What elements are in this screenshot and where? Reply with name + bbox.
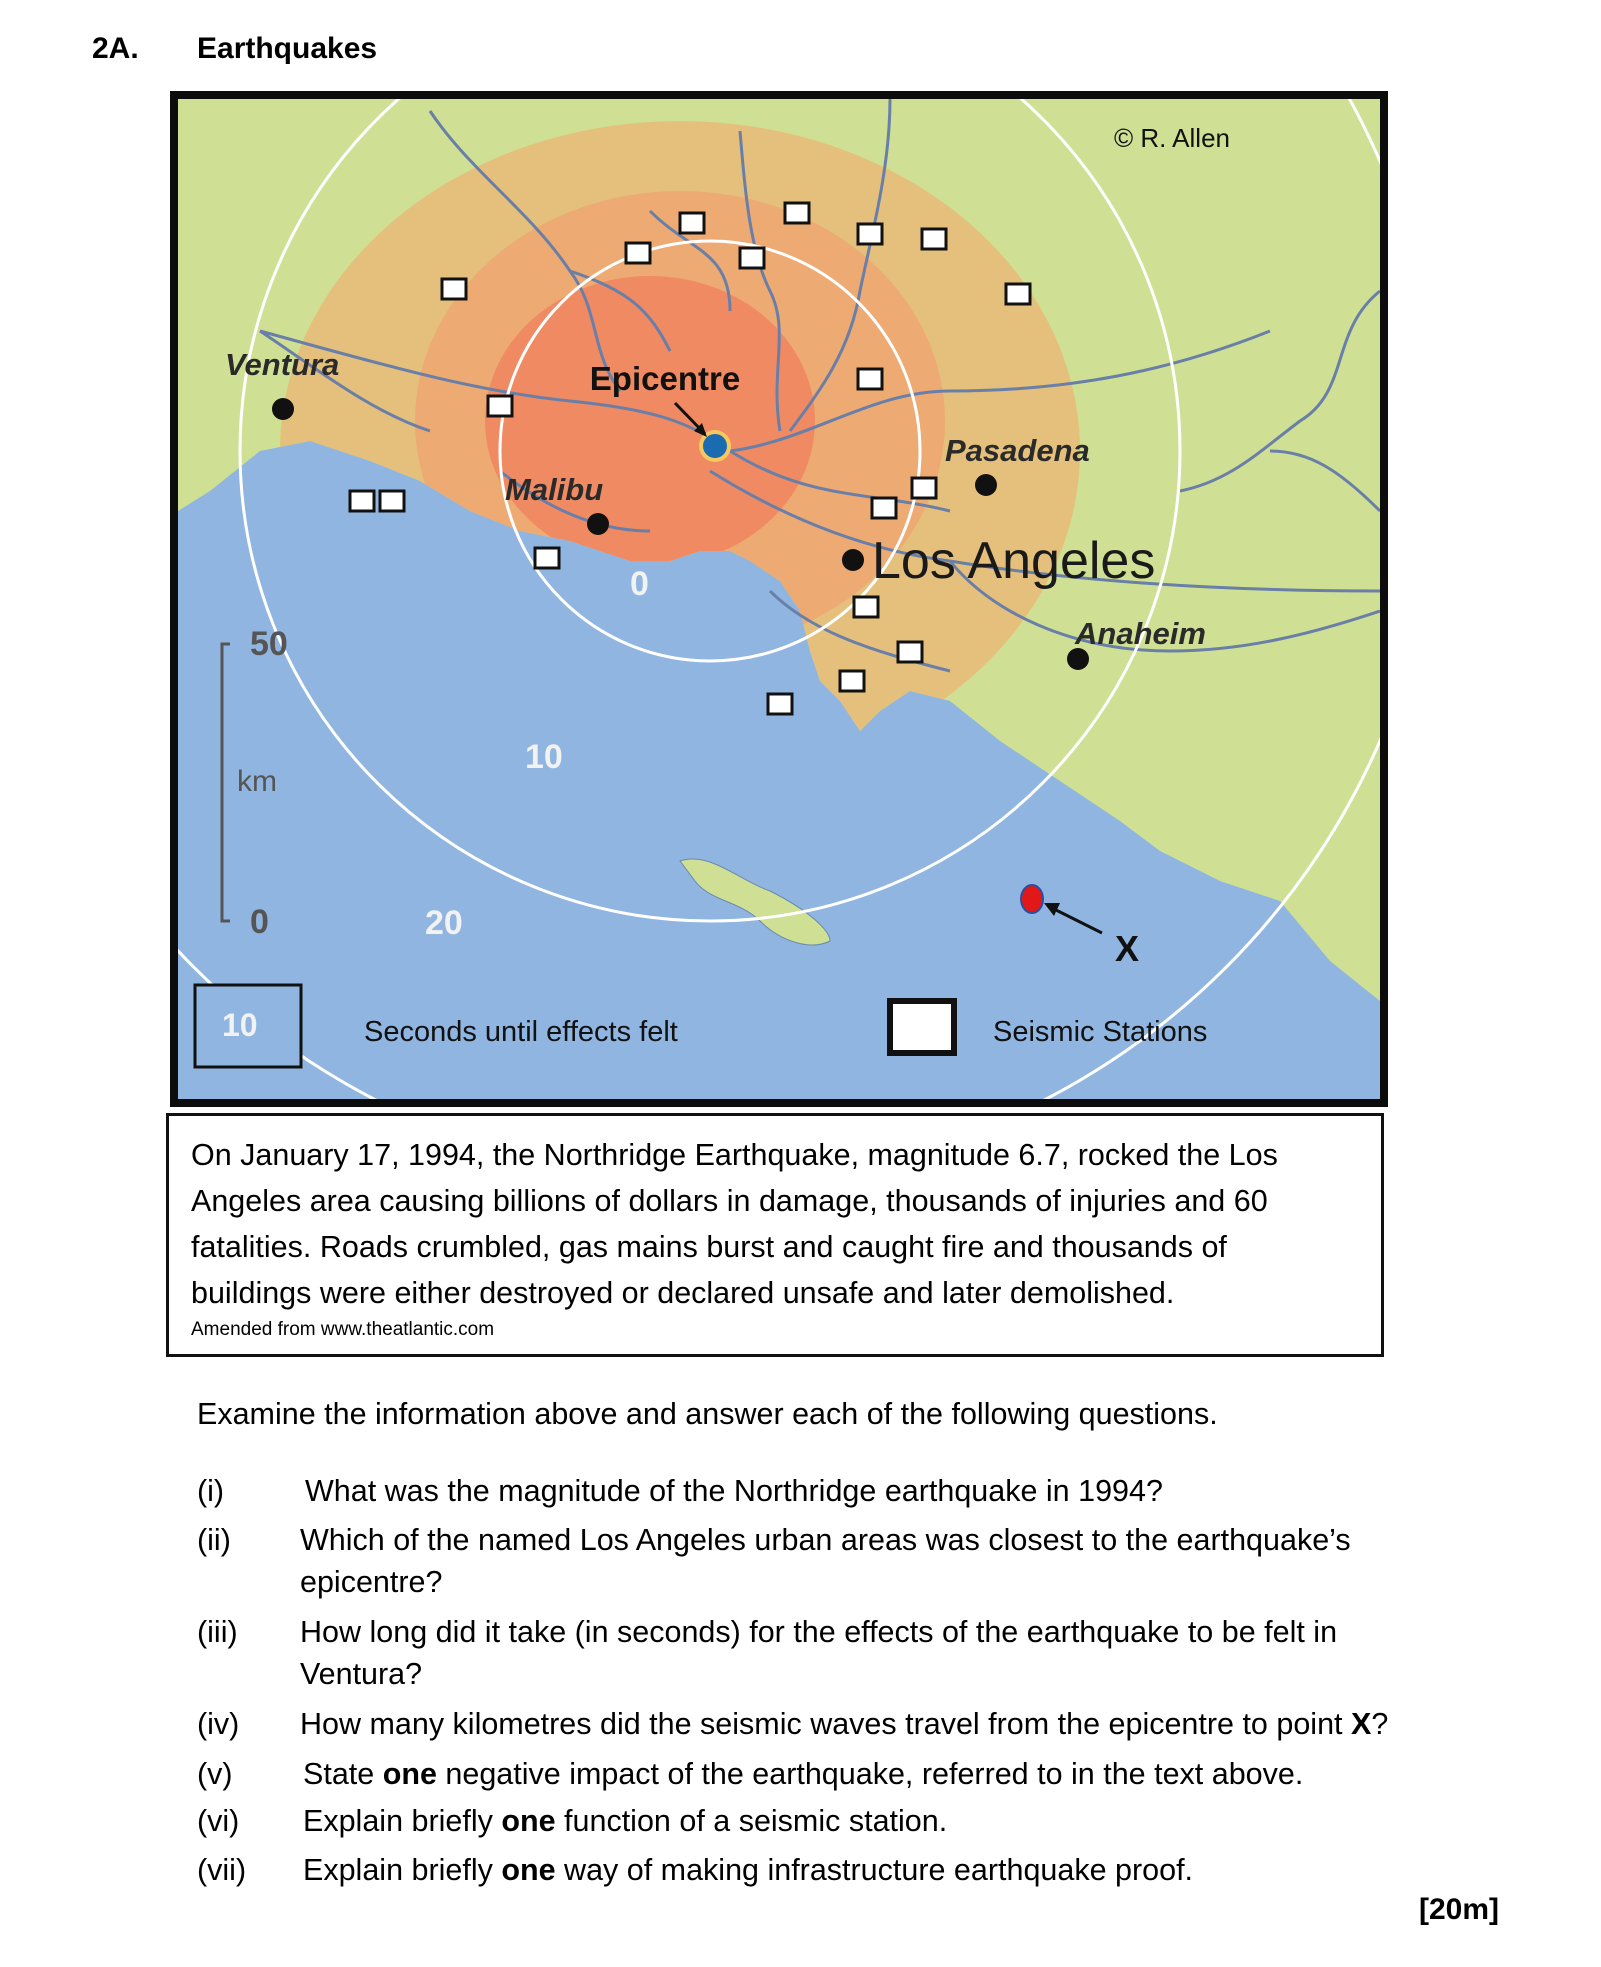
question-text xyxy=(303,1800,1463,1842)
question-text: What was the magnitude of the Northridge earthquake in 1994? xyxy=(305,1474,1163,1508)
epicentre-label: Epicentre xyxy=(589,360,741,397)
question-text xyxy=(303,1753,1463,1795)
question-bold-term: X xyxy=(1350,1707,1372,1741)
question-number: (vi) xyxy=(197,1804,240,1838)
label-los-angeles: Los Angeles xyxy=(872,532,1156,590)
earthquake-map xyxy=(170,91,1388,1107)
scale-bottom: 0 xyxy=(250,903,269,941)
article-source: Amended from www.theatlantic.com xyxy=(191,1319,495,1340)
total-marks: [20m] xyxy=(1418,1893,1499,1926)
article-line: On January 17, 1994, the Northridge Earthquake, magnitude 6.7, rocked the Los xyxy=(191,1138,1278,1172)
question-text xyxy=(303,1849,1463,1891)
label-malibu: Malibu xyxy=(505,472,604,507)
station-icon xyxy=(912,478,936,498)
question-text xyxy=(300,1519,1460,1603)
station-icon xyxy=(768,694,792,714)
town-dot-malibu xyxy=(587,513,609,535)
map-copyright: © R. Allen xyxy=(1114,123,1230,153)
question-line: Ventura? xyxy=(300,1657,423,1691)
town-dot-ventura xyxy=(272,398,294,420)
question-bold-term: one xyxy=(382,1757,437,1791)
question-text-part: How many kilometres did the seismic waves travel from the epicentre to point xyxy=(300,1707,1351,1741)
station-icon xyxy=(380,491,404,511)
question-line: epicentre? xyxy=(300,1565,443,1599)
question-bold-term: one xyxy=(501,1853,556,1887)
question-text xyxy=(300,1703,1500,1745)
legend-station-icon xyxy=(890,1001,954,1053)
question-number: (ii) xyxy=(197,1523,231,1557)
question-number: (iv) xyxy=(197,1707,240,1741)
question-line: Which of the named Los Angeles urban areas was closest to the earthquake’s xyxy=(300,1523,1351,1557)
legend-stations-text: Seismic Stations xyxy=(993,1016,1208,1048)
question-text-part: ? xyxy=(1371,1707,1389,1741)
station-icon xyxy=(680,213,704,233)
article-line: buildings were either destroyed or declared unsafe and later demolished. xyxy=(191,1276,1175,1310)
question-text xyxy=(300,1611,1460,1695)
article-line: Angeles area causing billions of dollars in damage, thousands of injuries and 60 xyxy=(191,1184,1268,1218)
town-dot-anaheim xyxy=(1067,648,1089,670)
question-text-part: function of a seismic station. xyxy=(555,1804,948,1838)
question-text-part: negative impact of the earthquake, referred to in the text above. xyxy=(436,1757,1304,1791)
section-number: 2A. xyxy=(92,32,139,65)
ring-label-10: 10 xyxy=(525,738,563,776)
article-box xyxy=(166,1113,1384,1357)
label-anaheim: Anaheim xyxy=(1075,616,1206,651)
point-x-label: X xyxy=(1115,928,1140,969)
station-icon xyxy=(350,491,374,511)
station-icon xyxy=(1006,284,1030,304)
town-dot-los-angeles xyxy=(842,549,864,571)
question-number: (vii) xyxy=(197,1853,247,1887)
legend-seconds-sample: 10 xyxy=(222,1007,258,1043)
ring-label-0: 0 xyxy=(630,565,649,603)
station-icon xyxy=(488,396,512,416)
question-text-part: State xyxy=(303,1757,383,1791)
station-icon xyxy=(740,248,764,268)
station-icon xyxy=(626,243,650,263)
station-icon xyxy=(840,671,864,691)
scale-unit: km xyxy=(237,765,277,798)
ring-label-20: 20 xyxy=(425,904,463,942)
question-bold-term: one xyxy=(501,1804,556,1838)
section-title: Earthquakes xyxy=(197,32,378,65)
station-icon xyxy=(854,597,878,617)
station-icon xyxy=(872,498,896,518)
question-number: (i) xyxy=(197,1474,225,1508)
question-number: (v) xyxy=(197,1757,233,1791)
station-icon xyxy=(898,642,922,662)
station-icon xyxy=(922,229,946,249)
town-dot-pasadena xyxy=(975,474,997,496)
article-line: fatalities. Roads crumbled, gas mains burst and caught fire and thousands of xyxy=(191,1230,1227,1264)
station-icon xyxy=(442,279,466,299)
legend-seconds-text: Seconds until effects felt xyxy=(364,1016,678,1048)
question-text-part: Explain briefly xyxy=(303,1804,502,1838)
station-icon xyxy=(785,203,809,223)
question-number: (iii) xyxy=(197,1615,238,1649)
questions-intro: Examine the information above and answer each of the following questions. xyxy=(197,1397,1218,1431)
question-text-part: Explain briefly xyxy=(303,1853,502,1887)
station-icon xyxy=(858,369,882,389)
epicentre-dot xyxy=(703,434,727,458)
station-icon xyxy=(535,548,559,568)
point-x-marker xyxy=(1021,885,1043,913)
question-text-part: way of making infrastructure earthquake proof. xyxy=(555,1853,1194,1887)
station-icon xyxy=(858,224,882,244)
scale-top: 50 xyxy=(250,625,288,663)
question-line: How long did it take (in seconds) for the effects of the earthquake to be felt in xyxy=(300,1615,1338,1649)
label-ventura: Ventura xyxy=(225,347,340,382)
label-pasadena: Pasadena xyxy=(945,433,1090,468)
